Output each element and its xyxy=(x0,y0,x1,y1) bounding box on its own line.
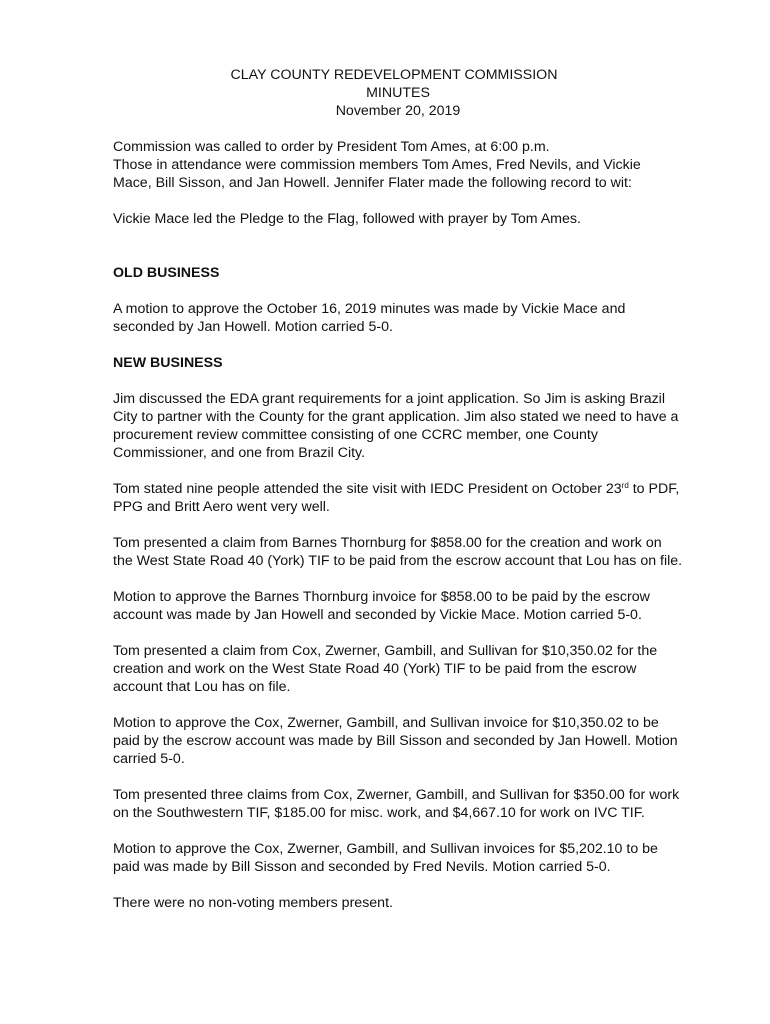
old-business-heading: OLD BUSINESS xyxy=(113,265,220,281)
non-voting-paragraph: There were no non-voting members present. xyxy=(113,895,393,911)
barnes-claim-paragraph: Tom presented a claim from Barnes Thornburg for $858.00 for the creation and work on the West State Road 40 (York) TIF to be paid from the escrow account that Lou has on file. xyxy=(113,535,683,569)
site-visit-text-end: to PDF, PPG and Britt Aero went very well. xyxy=(113,481,680,515)
cox-claim-paragraph: Tom presented a claim from Cox, Zwerner, Gambill, and Sullivan for $10,350.02 for the creation and work on the West State Road 40 (York) TIF to be paid from the escrow account that Lou has on file. xyxy=(113,643,658,695)
three-claims-motion-paragraph: Motion to approve the Cox, Zwerner, Gambill, and Sullivan invoices for $5,202.10 to be paid was made by Bill Sisson and seconded by Fred Nevils. Motion carried 5-0. xyxy=(113,841,658,875)
document-title: CLAY COUNTY REDEVELOPMENT COMMISSION xyxy=(230,67,558,83)
call-to-order-paragraph: Commission was called to order by President Tom Ames, at 6:00 p.m. xyxy=(113,139,550,155)
pledge-paragraph: Vickie Mace led the Pledge to the Flag, followed with prayer by Tom Ames. xyxy=(113,211,581,227)
site-visit-text: Tom stated nine people attended the site visit with IEDC President on October 23 xyxy=(113,481,622,497)
eda-grant-paragraph: Jim discussed the EDA grant requirements for a joint application. So Jim is asking Brazil City to partner with the County for the grant application. Jim also stated we need to have a procurement review committee consisting of one CCRC member, one County Commissioner, and one from Brazil City. xyxy=(113,391,679,461)
new-business-heading: NEW BUSINESS xyxy=(113,355,223,371)
document-subtitle: MINUTES xyxy=(366,85,430,101)
attendance-paragraph: Those in attendance were commission members Tom Ames, Fred Nevils, and Vickie Mace, Bill Sisson, and Jan Howell. Jennifer Flater made the following record to wit: xyxy=(113,157,641,191)
site-visit-paragraph xyxy=(113,480,683,516)
three-claims-paragraph: Tom presented three claims from Cox, Zwerner, Gambill, and Sullivan for $350.00 for work on the Southwestern TIF, $185.00 for misc. work, and $4,667.10 for work on IVC TIF. xyxy=(113,787,680,821)
document-page xyxy=(113,66,683,912)
document-header xyxy=(113,66,683,120)
ordinal-suffix: rd xyxy=(621,481,629,490)
cox-motion-paragraph: Motion to approve the Cox, Zwerner, Gambill, and Sullivan invoice for $10,350.02 to be paid by the escrow account was made by Bill Sisson and seconded by Jan Howell. Motion carried 5-0. xyxy=(113,715,678,767)
meeting-date: November 20, 2019 xyxy=(335,103,461,119)
barnes-motion-paragraph: Motion to approve the Barnes Thornburg invoice for $858.00 to be paid by the escrow account was made by Jan Howell and seconded by Vickie Mace. Motion carried 5-0. xyxy=(113,589,650,623)
minutes-approval-paragraph: A motion to approve the October 16, 2019 minutes was made by Vickie Mace and seconded by Jan Howell. Motion carried 5-0. xyxy=(113,301,626,335)
